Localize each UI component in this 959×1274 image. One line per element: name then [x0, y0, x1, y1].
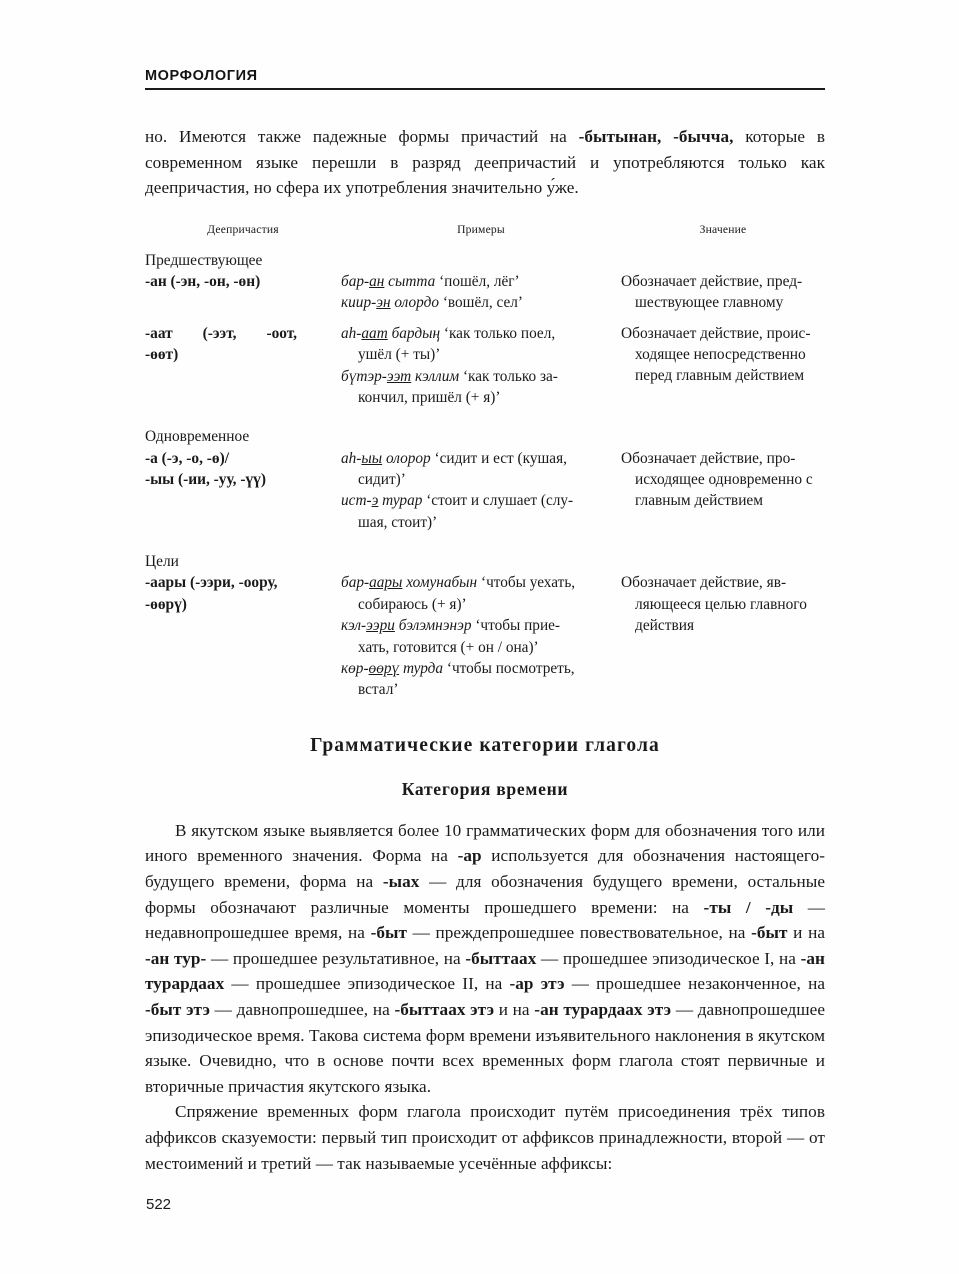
- meaning-cell: [621, 323, 825, 409]
- meaning-continuation: ляющееся целью главного: [635, 595, 807, 613]
- example-rest: бардыӊ: [387, 324, 444, 342]
- form-cell: [145, 448, 341, 534]
- affix-bold: -быттаах этэ: [394, 1000, 495, 1020]
- example-rest: олордо: [390, 294, 443, 312]
- example-rest: кэллим: [411, 367, 463, 385]
- column-header-forms: Деепричастия: [207, 222, 279, 236]
- table-header-row: [145, 223, 825, 250]
- form-token: -аат: [145, 324, 173, 342]
- example-stem: бар-: [341, 574, 370, 592]
- example-gloss-continuation: ушёл (+ ты)’: [358, 346, 441, 364]
- form-line: -аары (-ээри, -оору,: [145, 574, 278, 592]
- group-label: Предшествующее: [145, 251, 263, 269]
- meaning-text: Обозначает действие, про- исходящее одновременно с главным действием: [621, 448, 825, 512]
- form-cell: [145, 271, 341, 314]
- table-body: [145, 250, 825, 701]
- example-stem: бар-: [341, 272, 370, 290]
- form-cell: [145, 572, 341, 700]
- form-line: [145, 323, 297, 344]
- affix-bold: -ан тур-: [145, 948, 207, 968]
- affix-bold: -быттаах: [465, 948, 537, 968]
- form-token: -оот,: [266, 324, 297, 342]
- example-rest: турар: [378, 492, 427, 510]
- affix-bold: -ар: [457, 846, 482, 866]
- example-stem: ист-: [341, 492, 372, 510]
- affix-bold: -ан турардаах: [145, 948, 826, 994]
- examples-cell: [341, 572, 621, 700]
- section-heading: Грамматические категории глагола: [310, 734, 660, 756]
- meaning-cell: [621, 271, 825, 314]
- examples-cell: [341, 271, 621, 314]
- form-cell: [145, 323, 341, 409]
- table-head: [145, 223, 825, 250]
- example: [341, 615, 621, 658]
- example: [341, 271, 621, 292]
- example-stem: кэл-: [341, 617, 367, 635]
- example-gloss: ‘сидит и ест (кушая,: [434, 449, 567, 467]
- column-header-meaning: Значение: [699, 222, 747, 236]
- affix-bold: -ан турардаах этэ: [534, 1000, 672, 1020]
- table-row: [145, 572, 825, 700]
- meaning-continuation: ходящее непосредственно: [635, 346, 806, 363]
- example: [341, 658, 621, 701]
- example-affix: аат: [361, 324, 388, 342]
- table-group-heading-row: [145, 551, 825, 572]
- example-rest: хомунабын: [402, 574, 481, 592]
- example-gloss: ‘пошёл, лёг’: [439, 272, 520, 290]
- example-gloss-continuation: собираюсь (+ я)’: [358, 595, 467, 613]
- table-row: [145, 448, 825, 534]
- example-gloss: ‘стоит и слушает (слу-: [426, 492, 574, 510]
- column-header-examples: Примеры: [457, 222, 505, 236]
- example-rest: сытта: [384, 272, 440, 290]
- subsection-heading: Категория времени: [401, 778, 569, 799]
- affix-bold: -быт этэ: [145, 1000, 210, 1020]
- example-gloss-continuation: хать, готовится (+ он / она)’: [358, 638, 539, 656]
- affix-bold: -быт: [751, 923, 788, 943]
- group-label: Цели: [145, 553, 179, 571]
- meaning-text: Обозначает действие, яв- ляющееся целью главного действия: [621, 572, 825, 636]
- example-rest: турда: [399, 660, 447, 678]
- table-spacer-row: [145, 408, 825, 426]
- example-gloss: ‘как только за-: [462, 367, 558, 385]
- table-group-heading-row: [145, 250, 825, 271]
- affix-bold: -бытынан, -бычча,: [578, 127, 734, 146]
- example-affix: э: [371, 492, 379, 510]
- running-head-rule: [145, 88, 825, 90]
- table-row: [145, 323, 825, 409]
- meaning-cell: [621, 572, 825, 700]
- example-affix: ыы: [361, 449, 383, 467]
- example-stem: бүтэр-: [341, 367, 387, 385]
- example: [341, 490, 621, 533]
- example-affix: ээри: [366, 617, 395, 635]
- example-gloss: ‘чтобы прие-: [475, 617, 561, 635]
- example-gloss: ‘вошёл, сел’: [442, 294, 524, 312]
- example-stem: аһ-: [341, 324, 362, 342]
- affix-bold: -ар этэ: [509, 974, 565, 994]
- group-label: Одновременное: [145, 428, 250, 446]
- example-rest: олорор: [382, 449, 435, 467]
- example-stem: аһ-: [341, 449, 362, 467]
- affix-bold: -ыах: [382, 872, 420, 892]
- meaning-continuation: перед главным действием: [635, 367, 805, 385]
- example-gloss-continuation: кончил, пришёл (+ я)’: [358, 389, 501, 407]
- example-gloss: ‘чтобы посмотреть,: [446, 660, 575, 678]
- form-line: -а (-э, -о, -ө)/: [145, 449, 230, 467]
- form-line: -ыы (-ии, -уу, -үү): [145, 470, 266, 488]
- meaning-continuation: главным действием: [635, 492, 764, 510]
- intro-paragraph: но. Имеются также падежные формы причастий на -бытынан, -бычча, которые в современном языке перешли в разряд деепричастий и употребляются только как деепричастия, но сфера их употребления значительно у́же.: [145, 127, 825, 198]
- paragraph-2: Спряжение временных форм глагола происходит путём присоединения трёх типов аффиксов сказуемости: первый тип происходит от аффиксов принадлежности, второй — от местоимений и третий — так называемые усечённые аффиксы:: [145, 1102, 825, 1173]
- meaning-continuation: шествующее главному: [635, 294, 784, 312]
- example: [341, 292, 621, 313]
- example: [341, 323, 621, 366]
- running-head: МОРФОЛОГИЯ: [145, 68, 258, 84]
- examples-cell: [341, 448, 621, 534]
- example-affix: ан: [369, 272, 385, 290]
- example: [341, 572, 621, 615]
- page-content: [145, 68, 825, 1176]
- affix-bold: -быт: [370, 923, 407, 943]
- example-affix: аары: [369, 574, 403, 592]
- form-line: -өөрү): [145, 595, 187, 613]
- example-stem: киир-: [341, 294, 377, 312]
- form-token: (-ээт,: [202, 324, 237, 342]
- meaning-continuation: исходящее одновременно с: [635, 470, 813, 488]
- example-gloss-continuation: встал’: [358, 681, 399, 699]
- form-line: -ан (-эн, -он, -өн): [145, 272, 261, 290]
- example-gloss-continuation: сидит)’: [358, 471, 406, 489]
- affix-bold: -ты / -ды: [703, 897, 794, 917]
- table-row: [145, 271, 825, 314]
- form-line: -өөт): [145, 346, 179, 363]
- paragraph-1: В якутском языке выявляется более 10 грамматических форм для обозначения того или иного временного значения. Форма на -ар используется для обозначения настоящего-будущего времени, форма на -ыах — для обозначения будущего времени, остальные формы обозначают различные моменты прошедшего времени: на -ты / -ды — недавнопрошедшее время, на -быт — преждепрошедшее повествовательное, на -быт и на -ан тур- — прошедшее результативное, на -быттаах — прошедшее эпизодическое I, на -ан турардаах — прошедшее эпизодическое II, на -ар этэ — прошедшее незаконченное, на -быт этэ — давнопрошедшее, на -быттаах этэ и на -ан турардаах этэ — давнопрошедшее эпизодическое время. Такова система форм времени изъявительного наклонения в якутском языке. Очевидно, что в основе почти всех временных форм глагола стоят первичные и вторичные причастия якутского языка.: [145, 820, 826, 1096]
- examples-cell: [341, 323, 621, 409]
- meaning-cell: [621, 448, 825, 534]
- example-affix: эн: [376, 294, 391, 312]
- example: [341, 448, 621, 491]
- meaning-text: Обозначает действие, проис- ходящее непосредственно перед главным действием: [621, 323, 825, 387]
- table-spacer-row: [145, 314, 825, 323]
- table-group-heading-row: [145, 426, 825, 447]
- example-gloss: ‘как только поел,: [443, 324, 556, 342]
- example-affix: ээт: [386, 367, 412, 385]
- example-stem: көр-: [341, 660, 369, 678]
- example-rest: бэлэмнэнэр: [394, 617, 476, 635]
- example: [341, 366, 621, 409]
- meaning-continuation: действия: [635, 616, 695, 634]
- example-gloss-continuation: шая, стоит)’: [358, 513, 438, 531]
- deverbal-forms-table: [145, 223, 825, 701]
- table-spacer-row: [145, 533, 825, 551]
- meaning-text: Обозначает действие, пред- шествующее главному: [621, 271, 825, 313]
- example-affix: өөрү: [368, 660, 400, 678]
- example-gloss: ‘чтобы уехать,: [480, 574, 576, 592]
- page-number: 522: [146, 1196, 172, 1213]
